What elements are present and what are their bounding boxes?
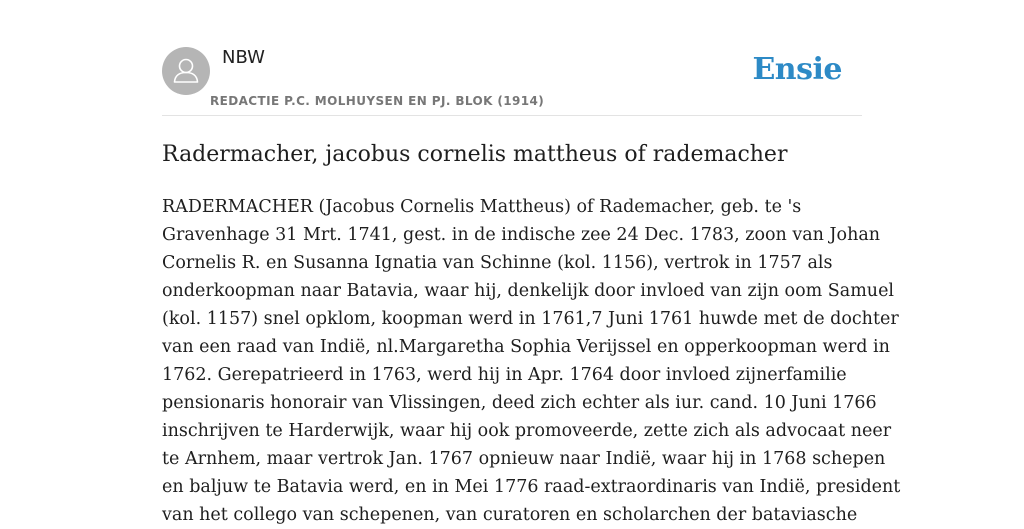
body-line: Gravenhage 31 Mrt. 1741, gest. in de indische zee 24 Dec. 1783, zoon van Johan <box>162 225 881 245</box>
article-title: Radermacher, jacobus cornelis mattheus of rademacher <box>162 142 788 167</box>
body-line: van een raad van Indië, nl.Margaretha Sophia Verijssel en opperkoopman werd in <box>162 337 890 357</box>
author-name[interactable]: NBW <box>222 47 265 68</box>
body-line: te Arnhem, maar vertrok Jan. 1767 opnieuw naar Indië, waar hij in 1768 schepen <box>162 449 886 469</box>
body-line: Cornelis R. en Susanna Ignatia van Schinne (kol. 1156), vertrok in 1757 als <box>162 253 833 273</box>
brand-logo[interactable]: Ensie <box>752 52 842 87</box>
body-line: RADERMACHER (Jacobus Cornelis Mattheus) of Rademacher, geb. te 's <box>162 197 802 217</box>
user-icon <box>162 47 210 95</box>
body-line: van het collego van schepenen, van curatoren en scholarchen der bataviasche <box>162 505 858 525</box>
body-line: pensionaris honorair van Vlissingen, deed zich echter als iur. cand. 10 Juni 1766 <box>162 393 877 413</box>
body-line: onderkoopman naar Batavia, waar hij, denkelijk door invloed van zijn oom Samuel <box>162 281 895 301</box>
body-line: en baljuw te Batavia werd, en in Mei 1776 raad-extraordinaris van Indië, president <box>162 477 901 497</box>
article-header <box>162 46 862 116</box>
author-subtitle: REDACTIE P.C. MOLHUYSEN EN PJ. BLOK (1914) <box>210 94 545 108</box>
article-body <box>162 193 901 529</box>
body-line: inschrijven te Harderwijk, waar hij ook promoveerde, zette zich als advocaat neer <box>162 421 892 441</box>
body-line: 1762. Gerepatrieerd in 1763, werd hij in Apr. 1764 door invloed zijnerfamilie <box>162 365 847 385</box>
author-avatar[interactable] <box>162 47 210 95</box>
body-line: (kol. 1157) snel opklom, koopman werd in 1761,7 Juni 1761 huwde met de dochter <box>162 309 899 329</box>
